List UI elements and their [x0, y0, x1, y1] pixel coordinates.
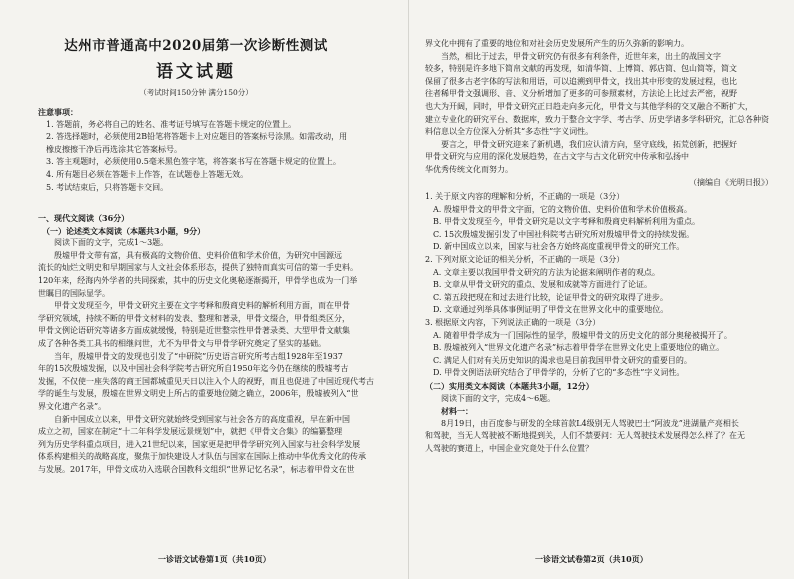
text-line: 界文化遗产名录”。: [38, 401, 107, 411]
text-line: 当然，相比于过去，甲骨文研究仍有很多有利条件，近世年来，出土的战国文字: [441, 51, 721, 61]
option-line: C. 满足人们对有关历史知识的渴求也是目前我国甲骨文研究的重要目的。: [433, 355, 692, 365]
material-label: 材料一：: [441, 406, 473, 417]
text-line: 自新中国成立以来，甲骨文研究就始终受到国家与社会各方的高度重视，早在新中国: [54, 414, 350, 424]
note-line: 5. 考试结束后，只将答题卡交回。: [46, 182, 169, 192]
note-line: 橡皮擦擦干净后再选涂其它答案标号。: [46, 144, 182, 154]
text-line: 甲骨文例论语研究等诸多方面成就缓慢，特别是近世整宗性甲骨著录类、大型甲骨文献集: [38, 326, 350, 336]
option-line: C. 第五段把现在和过去进行比较，论证甲骨文的研究取得了进步。: [433, 292, 668, 302]
option-line: C. 15次殷墟发掘引发了中国社科院考古研究所对殷墟甲骨文的持续发掘。: [433, 229, 695, 239]
option-line: D. 文章通过列举具体事例证明了甲骨文在世界文化中的重要地位。: [433, 305, 669, 315]
text-line: 建立专业化的研究平台、数据库，致力于整合文字学、考古学、历史学诸多学科研究，汇总各种资: [425, 114, 769, 124]
source-note: （摘编自《光明日报》）: [689, 177, 773, 187]
part-heading: （一）论述类文本阅读（本题共3小题，9分）: [42, 225, 206, 236]
passage-continued: [425, 38, 773, 189]
page-divider: [408, 0, 409, 579]
text-line: 甲骨文发现至今，甲骨文研究主要在文字考释和殷商史料的解析利用方面，而在甲骨: [54, 301, 350, 311]
question-stem: 3. 根据原文内容，下列说法正确的一项是（3分）: [425, 317, 601, 327]
option-line: D. 甲骨文例语法研究结合了甲骨学的，分析了它的“多态性”字义词性。: [433, 368, 685, 378]
notes-block: [38, 106, 402, 194]
note-line: 1. 答题前，务必将自己的姓名、准考证号填写在答题卡规定的位置上。: [46, 119, 297, 129]
text-line: 保留了很多古老字体的写法和用语，可以追溯到甲骨文，找出其中形变的发展过程，也比: [425, 76, 737, 86]
question-stem: 2. 下列对原文论证的相关分析，不正确的一项是（3分）: [425, 254, 625, 264]
option-line: B. 殷墟被列入“世界文化遗产名录”标志着甲骨学在世界文化史上重要地位的确立。: [433, 343, 725, 353]
text-line: 与发展。2017年，甲骨文成功入选联合国教科文组织“世界记忆名录”，标志着甲骨文在世: [38, 464, 355, 474]
section-heading: 一、现代文阅读（36分）: [38, 213, 130, 223]
option-line: D. 新中国成立以来，国家与社会各方始终高度重视甲骨文的研究工作。: [433, 242, 685, 252]
text-line: 成立之初，国家在制定“十二年科学发展远景规划”中，就把《甲骨文合集》的编纂整理: [38, 427, 343, 437]
text-line: 人驾驶的赛道上，中国企业究竟处于什么位置？: [425, 443, 593, 453]
text-line: 殷墟甲骨文带有富，具有极高的文物价值、史料价值和学术价值，为研究中国源远: [54, 250, 342, 260]
text-line: 年的15次殷墟发掘，以及中国社会科学院考古研究所自1950年迄今仍在继续的殷墟考古: [38, 364, 349, 374]
page-2: [425, 0, 773, 579]
text-line: 要言之，甲骨文研究迎来了新机遇，我们应认清方向，坚守底线，拓荒创新，把握好: [441, 139, 737, 149]
subject-title: 语文试题: [156, 62, 236, 82]
text-line: 也大为开阔，同时，甲骨文研究正日趋走向多元化，甲骨文与其他学科的交叉融合不断扩大，: [425, 101, 753, 111]
text-line: 列为历史学科重点项目，进入21世纪以来，国家更是把甲骨学研究列入国家与社会科学发展: [38, 439, 361, 449]
text-line: 料信息以全方位深入分析其“多态性”字义词性。: [425, 127, 594, 137]
note-line: 3. 答主观题时，必须使用0.5毫米黑色签字笔，将答案书写在答题卡规定的位置上。: [46, 157, 341, 167]
text-line: 往者稀甲骨文强调形、音、义分析增加了更多的可参照素材，方法论上比过去严密，视野: [425, 89, 737, 99]
part-heading: （二）实用类文本阅读（本题共3小题，12分）: [425, 380, 594, 391]
text-line: 当年，殷墟甲骨文的发现也引发了“中研院”历史语言研究所考古组1928年至1937: [54, 351, 343, 361]
text-line: 发掘，不仅使一座失落的商王国都城重见天日以注入个人的视野，而且也促进了中国近现代考古: [38, 376, 374, 386]
text-line: 世瞩目的国际显学。: [38, 288, 110, 298]
text-line: 学研究领域，持续不断的甲骨文材料的发表、整理和著录，甲骨文缀合，甲骨组类区分，: [38, 313, 350, 323]
page-footer: 一诊语文试卷第2页（共10页）: [535, 554, 648, 564]
text-line: 华优秀传统文化而努力。: [425, 164, 513, 174]
text-line: 体系构建相关的战略高度，聚焦于加快建设人才队伍与国家在国际上推动中华优秀文化的传承: [38, 452, 366, 462]
text-line: 甲骨文研究与应用的深化发展趋势，在古文字与古文化研究中传承和弘扬中: [425, 152, 689, 162]
instruction: 阅读下面的文字，完成4～6题。: [441, 393, 556, 403]
notes-heading: 注意事项：: [38, 107, 78, 117]
note-line: 4. 所有题目必须在答题卡上作答，在试题卷上答题无效。: [46, 169, 249, 179]
option-line: B. 甲骨文发现至今，甲骨文研究是以文字考释和殷商史料解析利用为重点。: [433, 217, 700, 227]
option-line: A. 殷墟甲骨文的甲骨文字面，它的文物价值、史料价值和学术价值极高。: [433, 204, 692, 214]
option-line: A. 文章主要以我国甲骨文研究的方法为论据来阐明作者的观点。: [433, 267, 660, 277]
text-line: 学的诞生与发展，殷墟在世界文明史上所占的重要地位随之确立，2006年，殷墟被列入“世: [38, 389, 359, 399]
exam-title: 达州市普通高中2020届第一次诊断性测试: [64, 38, 328, 54]
time-note: （考试时间150分钟 满分150分）: [139, 88, 253, 97]
text-line: 120年来，经海内外学者的共同探索，其中的历史文化奥秘逐渐揭开，甲骨学也成为一门举: [38, 275, 358, 285]
text-line: 8月19日，由百度参与研发的全球首款L4级别无人驾驶巴士“阿波龙”进湖量产亮相长: [441, 418, 739, 428]
text-line: 较多，特别是许多地下简帛文献的再发现，如清华简、上博简、郭店简、包山简等，简文: [425, 64, 737, 74]
question-stem: 1. 关于原文内容的理解和分析，不正确的一项是（3分）: [425, 192, 625, 201]
note-line: 2. 答选择题时，必须使用2B铅笔将答题卡上对应题目的答案标号涂黑。如需改动，用: [46, 132, 348, 142]
page-1: [38, 0, 402, 579]
instruction: 阅读下面的文字，完成1～3题。: [54, 238, 169, 248]
text-line: 和驾驶，当无人驾驶被不断地提到关，人们不禁要问：无人驾驶技术发展得怎么样了？在无: [425, 431, 745, 441]
text-line: 界文化中拥有了重要的地位和对社会历史发展所产生的历久弥新的影响力。: [425, 39, 689, 48]
page-footer: 一诊语文试卷第1页（共10页）: [158, 554, 271, 564]
text-line: 成了各种各类工具书的相继问世，尤不为甲骨文与甲骨学研究奠定了坚实的基础。: [38, 338, 326, 348]
option-line: A. 随着甲骨学成为一门国际性的显学，殷墟甲骨文的历史文化的部分奥秘被揭开了。: [433, 330, 732, 340]
text-line: 流长的灿烂文明史和早期国家与人文社会体系形态，提供了独特而真实可信的第一手史料。: [38, 263, 358, 273]
questions-block: [425, 191, 773, 455]
section-1: [38, 212, 402, 476]
option-line: B. 文章从甲骨文研究的重点、发展和成就等方面进行了论证。: [433, 280, 652, 290]
